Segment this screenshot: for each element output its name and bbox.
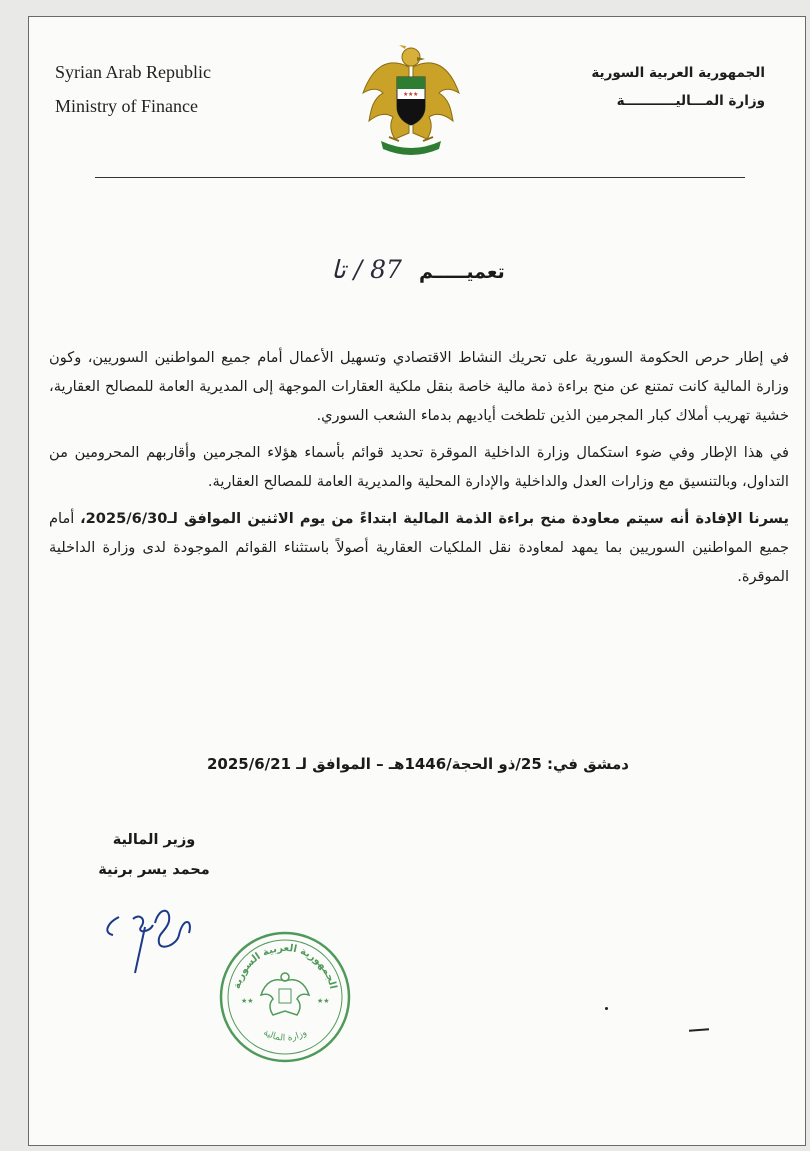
ink-mark	[689, 1028, 709, 1031]
header-arabic	[591, 59, 765, 115]
country-name-en: Syrian Arab Republic	[55, 62, 211, 82]
syrian-eagle-emblem-icon	[359, 37, 463, 162]
circular-number: 87 / تا	[331, 255, 402, 284]
body-paragraph-3-bold: يسرنا الإفادة أنه سيتم معاودة منح براءة الذمة المالية ابتداءً من يوم الاثنين الموافق لـ2025/6/30،	[80, 510, 789, 527]
svg-text:★: ★	[408, 91, 414, 98]
circular-heading	[29, 255, 807, 284]
circular-body	[49, 343, 789, 599]
body-paragraph-2: في هذا الإطار وفي ضوء استكمال وزارة الداخلية الموقرة تحديد قوائم بأسماء هؤلاء المجرمين وأقاربهم المحرومين من التداول، وبالتنسيق مع وزارات العدل والداخلية والإدارة المحلية والمديرية العامة للمصالح العقارية.	[49, 444, 789, 490]
body-paragraph-3-rest: أمام جميع المواطنين السوريين بما يمهد لمعاودة نقل الملكيات العقارية أصولاً باستثناء القوائم الموجودة لدى وزارة الداخلية الموقرة.	[49, 510, 789, 585]
signatory-name: محمد يسر برنية	[98, 862, 210, 878]
signatory-title: وزير المالية	[112, 832, 196, 848]
handwritten-signature-icon	[97, 897, 217, 987]
document-page	[28, 16, 806, 1146]
header-english	[55, 55, 211, 123]
ink-dot	[605, 1007, 608, 1010]
ministry-seal-icon	[217, 929, 353, 1065]
circular-label: تعميـــــم	[419, 261, 505, 283]
ministry-name-ar: وزارة المـــاليـــــــــــة	[616, 93, 765, 109]
svg-text:★: ★	[413, 91, 419, 98]
body-paragraph-3	[49, 504, 789, 591]
ministry-name-en: Ministry of Finance	[55, 96, 198, 116]
svg-text:وزارة المالية	[261, 1028, 308, 1044]
signatory-block	[69, 825, 239, 885]
country-name-ar: الجمهورية العربية السورية	[591, 65, 765, 81]
seal-bottom-text: وزارة المالية	[261, 1027, 309, 1044]
dateline: دمشق في: 25/ذو الحجة/1446هـ – الموافق لـ 2025/6/21	[207, 755, 629, 773]
svg-text:الجمهورية العربية السورية	[232, 943, 338, 990]
svg-text:★★: ★★	[241, 997, 254, 1005]
body-paragraph-1: في إطار حرص الحكومة السورية على تحريك النشاط الاقتصادي وتسهيل الأعمال أمام جميع المواطنين السوريين، وكون وزارة المالية كانت تمتنع عن منح براءة ذمة مالية خاصة بنقل ملكية العقارات الموجهة إلى المديرية العامة للمصالح العقارية، خشية تهريب أملاك كبار المجرمين الذين تلطخت أياديهم بدماء الشعب السوري.	[49, 349, 789, 424]
svg-text:★★: ★★	[317, 997, 330, 1005]
svg-text:★: ★	[403, 91, 409, 98]
header-divider	[95, 177, 745, 178]
seal-top-text: الجمهورية العربية السورية	[231, 942, 339, 991]
